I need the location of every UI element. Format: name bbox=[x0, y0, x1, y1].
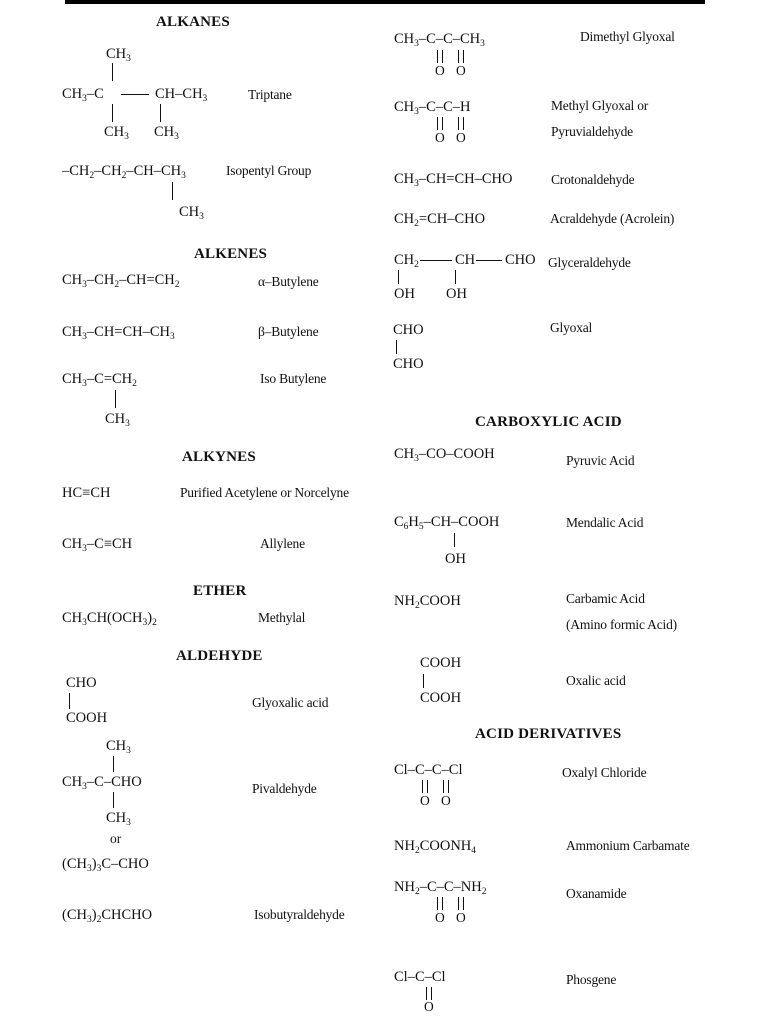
name-amino-formic-acid: (Amino formic Acid) bbox=[566, 617, 677, 632]
top-rule bbox=[65, 0, 705, 4]
name-carbamic-acid: Carbamic Acid bbox=[566, 591, 645, 606]
name-glyceraldehyde: Glyceraldehyde bbox=[548, 255, 631, 270]
formula-alpha-butylene: $CH_3-CH_2-CH=CH_2$ bbox=[62, 272, 180, 290]
formula-carbamic-acid: $NH_2COOH$ bbox=[394, 593, 461, 611]
heading-ether: ETHER bbox=[193, 583, 247, 599]
formula-ammonium-carbamate: $NH_2COONH_4$ bbox=[394, 838, 477, 856]
name-iso-butylene: Iso Butylene bbox=[260, 371, 327, 386]
name-dimethyl-glyoxal: Dimethyl Glyoxal bbox=[580, 29, 675, 44]
formula-acetylene: HC≡CH bbox=[62, 485, 111, 501]
name-oxalyl-chloride: Oxalyl Chloride bbox=[562, 765, 647, 780]
name-acraldehyde: Acraldehyde (Acrolein) bbox=[550, 211, 675, 226]
heading-carboxylic-acid: CARBOXYLIC ACID bbox=[475, 414, 622, 430]
heading-alkenes: ALKENES bbox=[194, 246, 268, 262]
name-pyruvic-acid: Pyruvic Acid bbox=[566, 453, 635, 468]
name-oxanamide: Oxanamide bbox=[566, 886, 627, 901]
name-mendalic-acid: Mendalic Acid bbox=[566, 515, 644, 530]
name-alpha-butylene: α–Butylene bbox=[258, 274, 319, 289]
name-pyruvialdehyde: Pyruvialdehyde bbox=[551, 124, 633, 139]
name-ammonium-carbamate: Ammonium Carbamate bbox=[566, 838, 690, 853]
name-methylal: Methylal bbox=[258, 610, 306, 625]
name-oxalic-acid: Oxalic acid bbox=[566, 673, 626, 688]
formula-acrolein: $CH_2=CH$–CHO bbox=[394, 211, 486, 229]
formula-pyruvic-acid: $CH_3-CO$–COOH bbox=[394, 446, 495, 464]
heading-aldehyde: ALDEHYDE bbox=[176, 648, 263, 664]
name-methyl-glyoxal: Methyl Glyoxal or bbox=[551, 98, 649, 113]
formula-isobutyraldehyde: $(CH_3)_2CHCHO$ bbox=[62, 907, 153, 925]
heading-alkanes: ALKANES bbox=[156, 14, 230, 30]
name-triptane: Triptane bbox=[248, 87, 292, 102]
name-phosgene: Phosgene bbox=[566, 972, 617, 987]
name-glyoxal: Glyoxal bbox=[550, 320, 593, 335]
name-isopentyl-group: Isopentyl Group bbox=[226, 163, 312, 178]
formula-beta-butylene: $CH_3-CH=CH-CH_3$ bbox=[62, 324, 175, 342]
heading-acid-derivatives: ACID DERIVATIVES bbox=[475, 726, 622, 742]
name-purified-acetylene: Purified Acetylene or Norcelyne bbox=[180, 485, 349, 500]
name-glyoxalic-acid: Glyoxalic acid bbox=[252, 695, 329, 710]
formula-allylene: $CH_3-C\equiv CH$ bbox=[62, 536, 133, 554]
name-beta-butylene: β–Butylene bbox=[258, 324, 319, 339]
name-pivaldehyde: Pivaldehyde bbox=[252, 781, 317, 796]
name-allylene: Allylene bbox=[260, 536, 305, 551]
name-crotonaldehyde: Crotonaldehyde bbox=[551, 172, 635, 187]
heading-alkynes: ALKYNES bbox=[182, 449, 256, 465]
name-isobutyraldehyde: Isobutyraldehyde bbox=[254, 907, 345, 922]
formula-crotonaldehyde: $CH_3-CH=CH$–CHO bbox=[394, 171, 513, 189]
formula-methylal: $CH_3CH(OCH_3)_2$ bbox=[62, 610, 157, 628]
